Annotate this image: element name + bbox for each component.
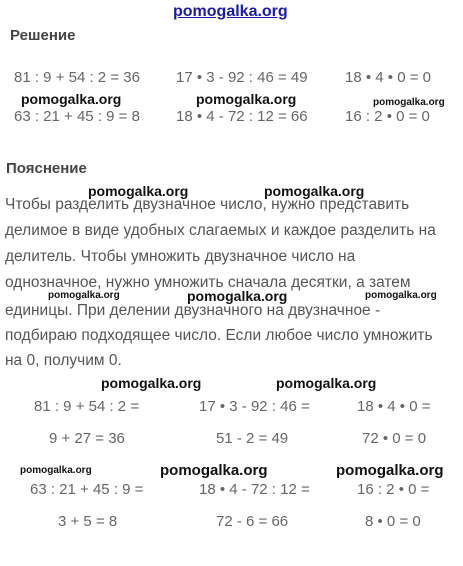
- explanation-line: на 0, получим 0.: [5, 352, 122, 369]
- step-result: 9 + 27 = 36: [49, 430, 125, 447]
- solution-equation: 17 • 3 - 92 : 46 = 49: [176, 69, 308, 86]
- step-result: 51 - 2 = 49: [216, 430, 289, 447]
- explanation-line: Чтобы разделить двузначное число, нужно представить: [5, 196, 410, 213]
- explanation-line: единицы. При делении двузначного на двузначное -: [5, 302, 381, 319]
- watermark: pomogalka.org: [101, 375, 202, 391]
- watermark: pomogalka.org: [160, 462, 268, 479]
- watermark: pomogalka.org: [20, 465, 92, 476]
- solution-equation: 63 : 21 + 45 : 9 = 8: [14, 108, 140, 125]
- step-equation: 16 : 2 • 0 =: [357, 481, 430, 498]
- watermark: pomogalka.org: [88, 183, 189, 199]
- solution-equation: 16 : 2 • 0 = 0: [345, 108, 430, 125]
- watermark: pomogalka.org: [336, 462, 444, 479]
- step-equation: 81 : 9 + 54 : 2 =: [34, 398, 140, 415]
- step-equation: 18 • 4 • 0 =: [357, 398, 431, 415]
- solution-equation: 18 • 4 - 72 : 12 = 66: [176, 108, 308, 125]
- step-equation: 18 • 4 - 72 : 12 =: [199, 481, 310, 498]
- step-equation: 63 : 21 + 45 : 9 =: [30, 481, 144, 498]
- step-equation: 17 • 3 - 92 : 46 =: [199, 398, 310, 415]
- solution-heading: Решение: [10, 27, 76, 44]
- explanation-line: делимое в виде удобных слагаемых и каждое разделить на: [5, 222, 436, 239]
- site-title-link[interactable]: pomogalka.org: [173, 3, 288, 20]
- solution-equation: 18 • 4 • 0 = 0: [345, 69, 431, 86]
- watermark: pomogalka.org: [21, 91, 122, 107]
- step-result: 72 - 6 = 66: [216, 513, 289, 530]
- explanation-line: делитель. Чтобы умножить двузначное число на: [5, 248, 356, 265]
- watermark: pomogalka.org: [276, 375, 377, 391]
- explanation-heading: Пояснение: [6, 160, 87, 177]
- watermark: pomogalka.org: [373, 97, 445, 108]
- watermark: pomogalka.org: [187, 288, 288, 304]
- step-result: 72 • 0 = 0: [362, 430, 427, 447]
- watermark: pomogalka.org: [264, 183, 365, 199]
- explanation-line: подбираю подходящее число. Если любое число умножить: [5, 327, 433, 344]
- watermark: pomogalka.org: [196, 91, 297, 107]
- step-result: 8 • 0 = 0: [365, 513, 421, 530]
- watermark: pomogalka.org: [48, 290, 120, 301]
- watermark: pomogalka.org: [365, 290, 437, 301]
- step-result: 3 + 5 = 8: [58, 513, 118, 530]
- explanation-line: однозначное, нужно умножить сначала десятки, а затем: [5, 274, 411, 291]
- solution-equation: 81 : 9 + 54 : 2 = 36: [14, 69, 140, 86]
